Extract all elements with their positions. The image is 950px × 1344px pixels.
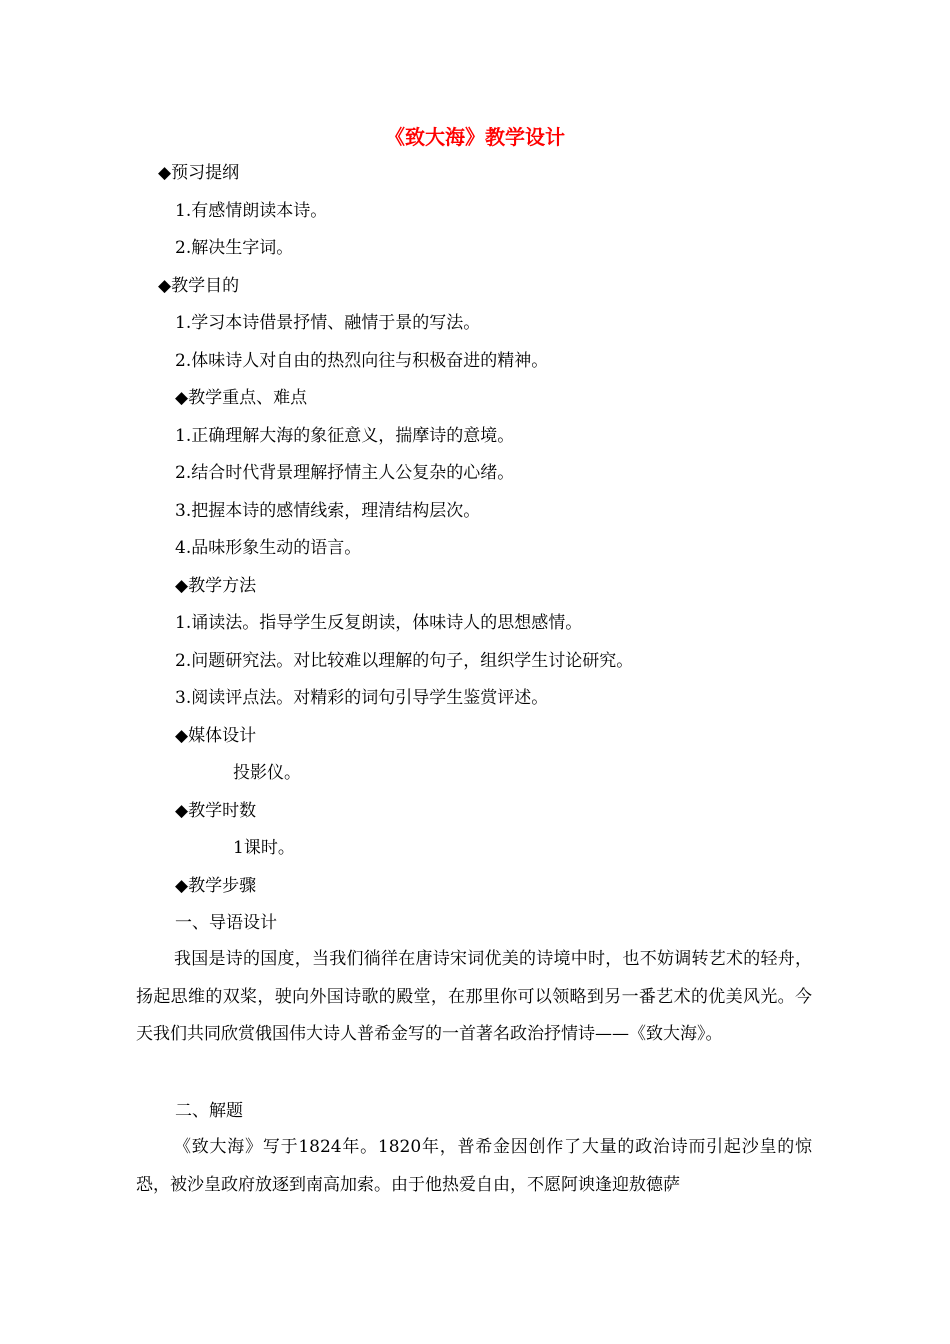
list-item: 2.体味诗人对自由的热烈向往与积极奋进的精神。 bbox=[175, 351, 549, 371]
list-item: 2.结合时代背景理解抒情主人公复杂的心绪。 bbox=[175, 463, 515, 483]
heading-preview-outline: ◆预习提纲 bbox=[158, 163, 240, 183]
list-item: 2.解决生字词。 bbox=[175, 238, 294, 258]
explanation-paragraph: 《致大海》写于1824年。1820年，普希金因创作了大量的政治诗而引起沙皇的惊恐，被沙皇政府放逐到南高加索。由于他热爱自由，不愿阿谀逢迎敖德萨 bbox=[136, 1137, 812, 1195]
list-item: 2.问题研究法。对比较难以理解的句子，组织学生讨论研究。 bbox=[175, 651, 634, 671]
heading-teaching-methods: ◆教学方法 bbox=[175, 576, 257, 596]
list-item: 1.有感情朗读本诗。 bbox=[175, 201, 328, 221]
section-one-heading: 一、导语设计 bbox=[175, 913, 277, 933]
list-item: 1.学习本诗借景抒情、融情于景的写法。 bbox=[175, 313, 481, 333]
list-item: 1.诵读法。指导学生反复朗读，体味诗人的思想感情。 bbox=[175, 613, 583, 633]
list-item: 3.阅读评点法。对精彩的词句引导学生鉴赏评述。 bbox=[175, 688, 549, 708]
heading-key-points: ◆教学重点、难点 bbox=[175, 388, 308, 408]
section-two-heading: 二、解题 bbox=[175, 1101, 243, 1121]
intro-paragraph: 我国是诗的国度，当我们徜徉在唐诗宋词优美的诗境中时，也不妨调转艺术的轻舟，扬起思维的双桨，驶向外国诗歌的殿堂，在那里你可以领略到另一番艺术的优美风光。今天我们共同欣赏俄国伟大诗人普希金写的一首著名政治抒情诗——《致大海》。 bbox=[136, 949, 812, 1044]
heading-class-hours: ◆教学时数 bbox=[175, 801, 257, 821]
heading-teaching-steps: ◆教学步骤 bbox=[175, 876, 257, 896]
document-title: 《致大海》教学设计 bbox=[385, 125, 565, 149]
heading-media-design: ◆媒体设计 bbox=[175, 726, 257, 746]
list-item: 4.品味形象生动的语言。 bbox=[175, 538, 362, 558]
media-design-value: 投影仪。 bbox=[233, 763, 301, 783]
list-item: 3.把握本诗的感情线索，理清结构层次。 bbox=[175, 501, 481, 521]
class-hours-value: 1课时。 bbox=[233, 838, 295, 858]
heading-teaching-goals: ◆教学目的 bbox=[158, 276, 240, 296]
list-item: 1.正确理解大海的象征意义，揣摩诗的意境。 bbox=[175, 426, 515, 446]
